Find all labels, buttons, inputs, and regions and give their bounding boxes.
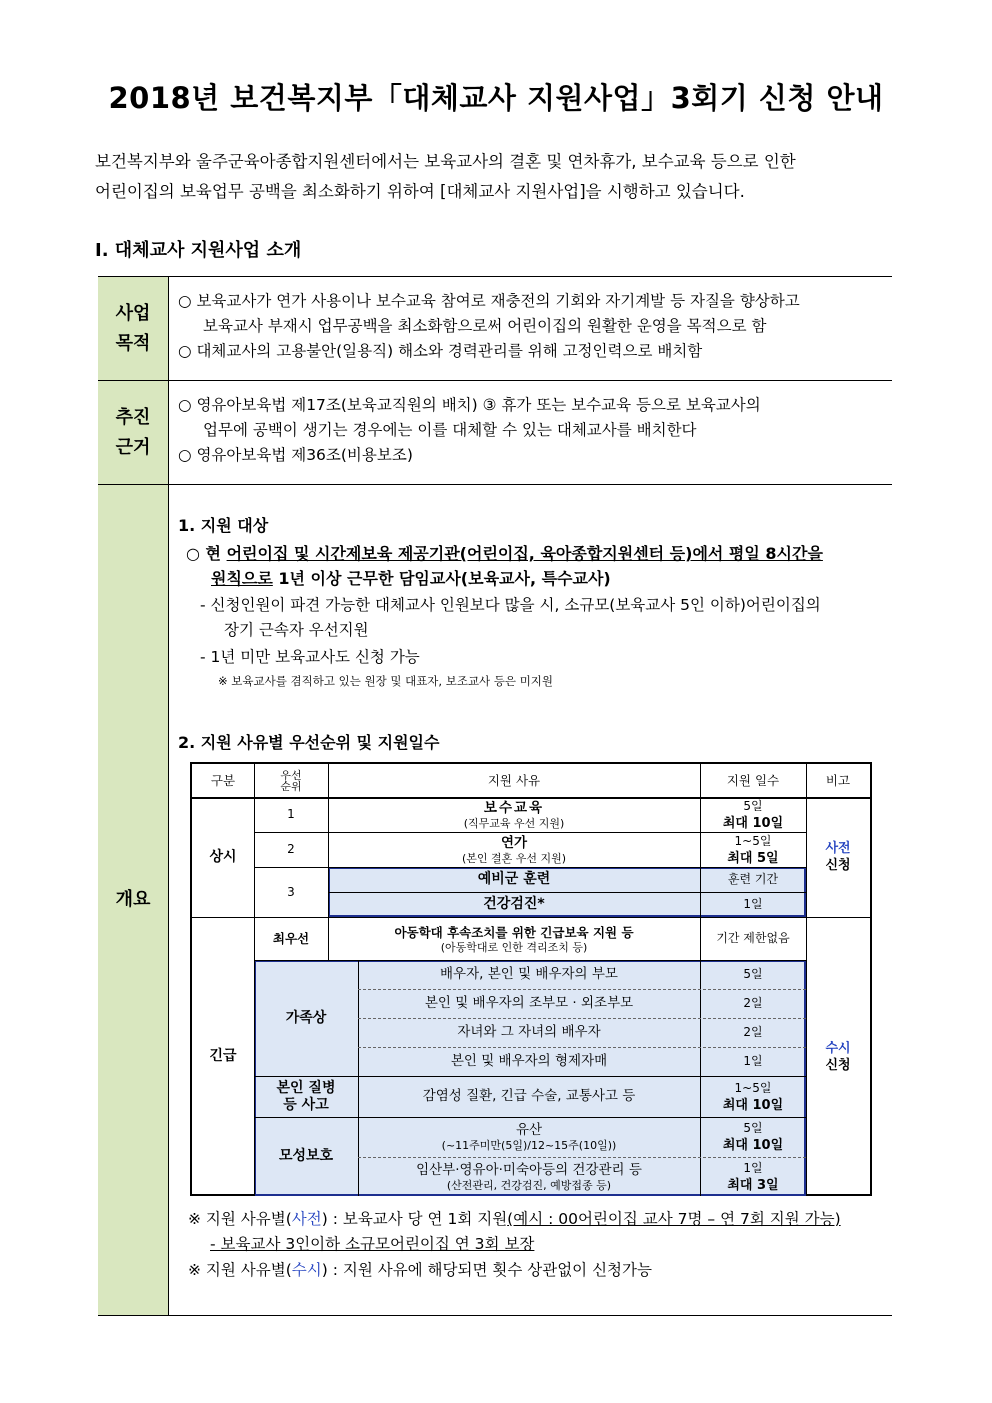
basis-label: 추진 근거 (98, 381, 169, 484)
header-category: 구분 (210, 773, 236, 788)
target-line-1: ○ 현 어린이집 및 시간제보육 제공기관(어린이집, 육아종합지원센터 등)에서 평일 8시간을 (186, 544, 823, 563)
urgent-label: 긴급 (209, 1048, 237, 1064)
family-reason-4: 본인 및 배우자의 형제자매 (450, 1053, 608, 1069)
note-anytime: ※ 지원 사유별(수시) : 지원 사유에 해당되면 횟수 상관없이 신청가능 (188, 1261, 652, 1279)
r1-rank: 1 (287, 807, 295, 821)
r2-reason: 연가 (본인 결혼 우선 지원) (461, 834, 567, 865)
header-days: 지원 일수 (726, 773, 780, 788)
note-advance: ※ 지원 사유별(사전) : 보육교사 당 연 1회 지원(예시 : 00어린이집 교사 7명 – 연 7회 지원 가능) (188, 1210, 841, 1228)
target-note: ※ 보육교사를 겸직하고 있는 원장 및 대표자, 보조교사 등은 미지원 (218, 674, 554, 688)
top-reason: 아동학대 후속조치를 위한 긴급보육 지원 등 (아동학대로 인한 격리조치 등) (394, 924, 634, 954)
target-dash-2: - 1년 미만 보육교사도 신청 가능 (200, 648, 420, 666)
illness-reason: 감염성 질환, 긴급 수술, 교통사고 등 (422, 1088, 636, 1104)
urgent-note: 수시 신청 (825, 1040, 851, 1073)
r3-reason-a: 예비군 훈련 (477, 871, 551, 887)
maternity-reason-2: 임산부·영유아·미숙아등의 건강관리 등 (산전관리, 건강검진, 예방접종 등) (416, 1161, 642, 1192)
family-reason-3: 자녀와 그 자녀의 배우자 (457, 1024, 601, 1040)
note-small-center: - 보육교사 3인이하 소규모어린이집 연 3회 보장 (210, 1235, 535, 1253)
target-line-2: 원칙으로 1년 이상 근무한 담임교사(보육교사, 특수교사) (211, 569, 611, 588)
regular-note: 사전 신청 (825, 841, 851, 873)
r3-days-a: 훈련 기간 (727, 872, 779, 886)
family-days-2: 2일 (743, 996, 763, 1010)
section-heading: I. 대체교사 지원사업 소개 (95, 240, 302, 261)
maternity-label: 모성보호 (278, 1148, 334, 1164)
family-days-3: 2일 (743, 1025, 763, 1039)
frame-top-rule (98, 276, 892, 277)
frame-divider-1 (98, 380, 892, 381)
target-dash-1-line-1: - 신청인원이 파견 가능한 대체교사 인원보다 많을 시, 소규모(보육교사 5인 이하)어린이집의 (200, 596, 821, 614)
page-title: 2018년 보건복지부「대체교사 지원사업」3회기 신청 안내 (108, 81, 884, 115)
header-reason: 지원 사유 (487, 773, 541, 788)
top-rank: 최우선 (272, 931, 310, 946)
intro-line-2: 어린이집의 보육업무 공백을 최소화하기 위하여 [대체교사 지원사업]을 시행하고 있습니다. (95, 182, 745, 201)
r2-days: 1~5일 최대 5일 (727, 833, 779, 866)
r2-rank: 2 (287, 842, 295, 856)
r1-reason: 보수교육 (직무교육 우선 지원) (463, 799, 565, 830)
r3-rank: 3 (287, 884, 295, 899)
maternity-reason-1: 유산 (~11주미만(5일)/12~15주(10일)) (441, 1122, 617, 1152)
purpose-content (178, 289, 893, 364)
family-days-4: 1일 (743, 1054, 763, 1068)
family-label: 가족상 (285, 1009, 327, 1026)
illness-label: 본인 질병 등 사고 (276, 1079, 336, 1113)
target-section (178, 513, 893, 692)
r3-reason-b: 건강검진* (483, 896, 545, 912)
priority-heading: 2. 지원 사유별 우선순위 및 지원일수 (178, 733, 440, 752)
target-heading: 1. 지원 대상 (178, 516, 269, 535)
target-dash-1-line-2: 장기 근속자 우선지원 (224, 621, 369, 639)
r3-days-b: 1일 (743, 897, 763, 911)
r1-days: 5일 최대 10일 (722, 798, 784, 831)
basis-line-1: ○ 영유아보육법 제17조(보육교직원의 배치) ③ 휴가 또는 보수교육 등으로 보육교사의 (178, 396, 761, 414)
family-reason-2: 본인 및 배우자의 조부모 · 외조부모 (424, 995, 634, 1011)
maternity-days-2: 1일 최대 3일 (727, 1160, 779, 1193)
intro-line-1: 보건복지부와 울주군육아종합지원센터에서는 보육교사의 결혼 및 연차휴가, 보수교육 등으로 인한 (95, 152, 796, 171)
purpose-line-3: ○ 대체교사의 고용불안(일용직) 해소와 경력관리를 위해 고정인력으로 배치함 (178, 342, 703, 360)
priority-table (190, 762, 872, 1196)
basis-line-3: ○ 영유아보육법 제36조(비용보조) (178, 446, 413, 464)
top-days: 기간 제한없음 (716, 931, 790, 945)
basis-content (178, 393, 893, 468)
basis-line-2: 업무에 공백이 생기는 경우에는 이를 대체할 수 있는 대체교사를 배치한다 (203, 421, 697, 439)
frame-bottom-rule (98, 1315, 892, 1316)
purpose-line-2: 보육교사 부재시 업무공백을 최소화함으로써 어린이집의 원활한 운영을 목적으로 함 (203, 317, 767, 335)
family-days-1: 5일 (743, 967, 763, 981)
family-reason-1: 배우자, 본인 및 배우자의 부모 (440, 966, 618, 982)
illness-days: 1~5일 최대 10일 (722, 1080, 784, 1113)
header-priority: 우선 순위 (280, 768, 302, 793)
purpose-label: 사업 목적 (98, 277, 169, 380)
regular-label: 상시 (209, 848, 237, 865)
frame-divider-2 (98, 484, 892, 485)
header-note: 비고 (825, 773, 851, 788)
maternity-days-1: 5일 최대 10일 (722, 1121, 784, 1153)
overview-label: 개요 (98, 485, 169, 1315)
purpose-line-1: ○ 보육교사가 연가 사용이나 보수교육 참여로 재충전의 기회와 자기계발 등 자질을 향상하고 (178, 292, 800, 310)
